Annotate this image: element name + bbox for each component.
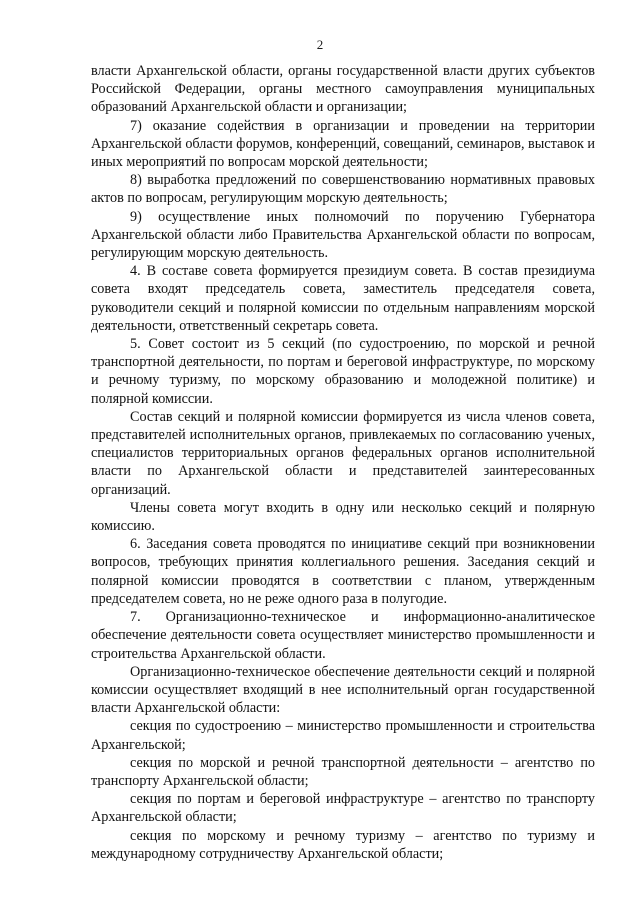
paragraph-tourism-section: секция по морскому и речному туризму – агентство по туризму и международному сотрудничеству Архангельской области; — [91, 827, 595, 862]
paragraph-composition: Состав секций и полярной комиссии формируется из числа членов совета, представителей исполнительных органов, привлекаемых по согласованию ученых, специалистов территориальных органов федеральных органов исполнительной власти по Архангельской области и представителей заинтересованных организаций. — [91, 408, 595, 498]
paragraph-section-4: 4. В составе совета формируется президиум совета. В состав президиума совета входят председатель совета, заместитель председателя совета, руководители секций и полярной комиссии по отдельным направлениям морской деятельности, ответственный секретарь совета. — [91, 263, 595, 334]
paragraph-item-9: 9) осуществление иных полномочий по поручению Губернатора Архангельской области либо Правительства Архангельской области по вопросам, регулирующим морскую деятельность. — [91, 208, 595, 262]
paragraph-org-support: Организационно-техническое обеспечение деятельности секций и полярной комиссии осуществляет входящий в нее исполнительный орган государственной власти Архангельской области: — [91, 663, 595, 717]
paragraph-section-7: 7. Организационно-техническое и информационно-аналитическое обеспечение деятельности совета осуществляет министерство промышленности и строительства Архангельской области. — [91, 609, 595, 662]
document-body — [91, 62, 595, 863]
paragraph-item-8: 8) выработка предложений по совершенствованию нормативных правовых актов по вопросам, регулирующим морскую деятельность; — [91, 172, 595, 207]
paragraph-members: Члены совета могут входить в одну или несколько секций и полярную комиссию. — [91, 499, 595, 535]
paragraph-transport-section: секция по морской и речной транспортной деятельности – агентство по транспорту Архангельской области; — [91, 754, 595, 789]
paragraph-section-6: 6. Заседания совета проводятся по инициативе секций при возникновении вопросов, требующих принятия коллегиального решения. Заседания секций и полярной комиссии проводятся в соответствии с планом, утвержденным председателем совета, но не реже одного раза в полугодие. — [91, 536, 595, 607]
paragraph-shipbuilding-section: секция по судостроению – министерство промышленности и строительства Архангельской; — [91, 718, 595, 753]
page-number: 2 — [316, 37, 324, 52]
paragraph-continuation: власти Архангельской области, органы государственной власти других субъектов Российской Федерации, органы местного самоуправления муниципальных образований Архангельской области и организации; — [91, 63, 595, 116]
paragraph-ports-section: секция по портам и береговой инфраструктуре – агентство по транспорту Архангельской области; — [91, 791, 595, 826]
paragraph-section-5: 5. Совет состоит из 5 секций (по судостроению, по морской и речной транспортной деятельности, по портам и береговой инфраструктуре, по морскому и речному туризму, по морскому образованию и молодежной политике) и полярной комиссии. — [91, 336, 595, 407]
paragraph-item-7: 7) оказание содействия в организации и проведении на территории Архангельской области форумов, конференций, совещаний, семинаров, выставок и иных мероприятий по вопросам морской деятельности; — [91, 117, 595, 171]
